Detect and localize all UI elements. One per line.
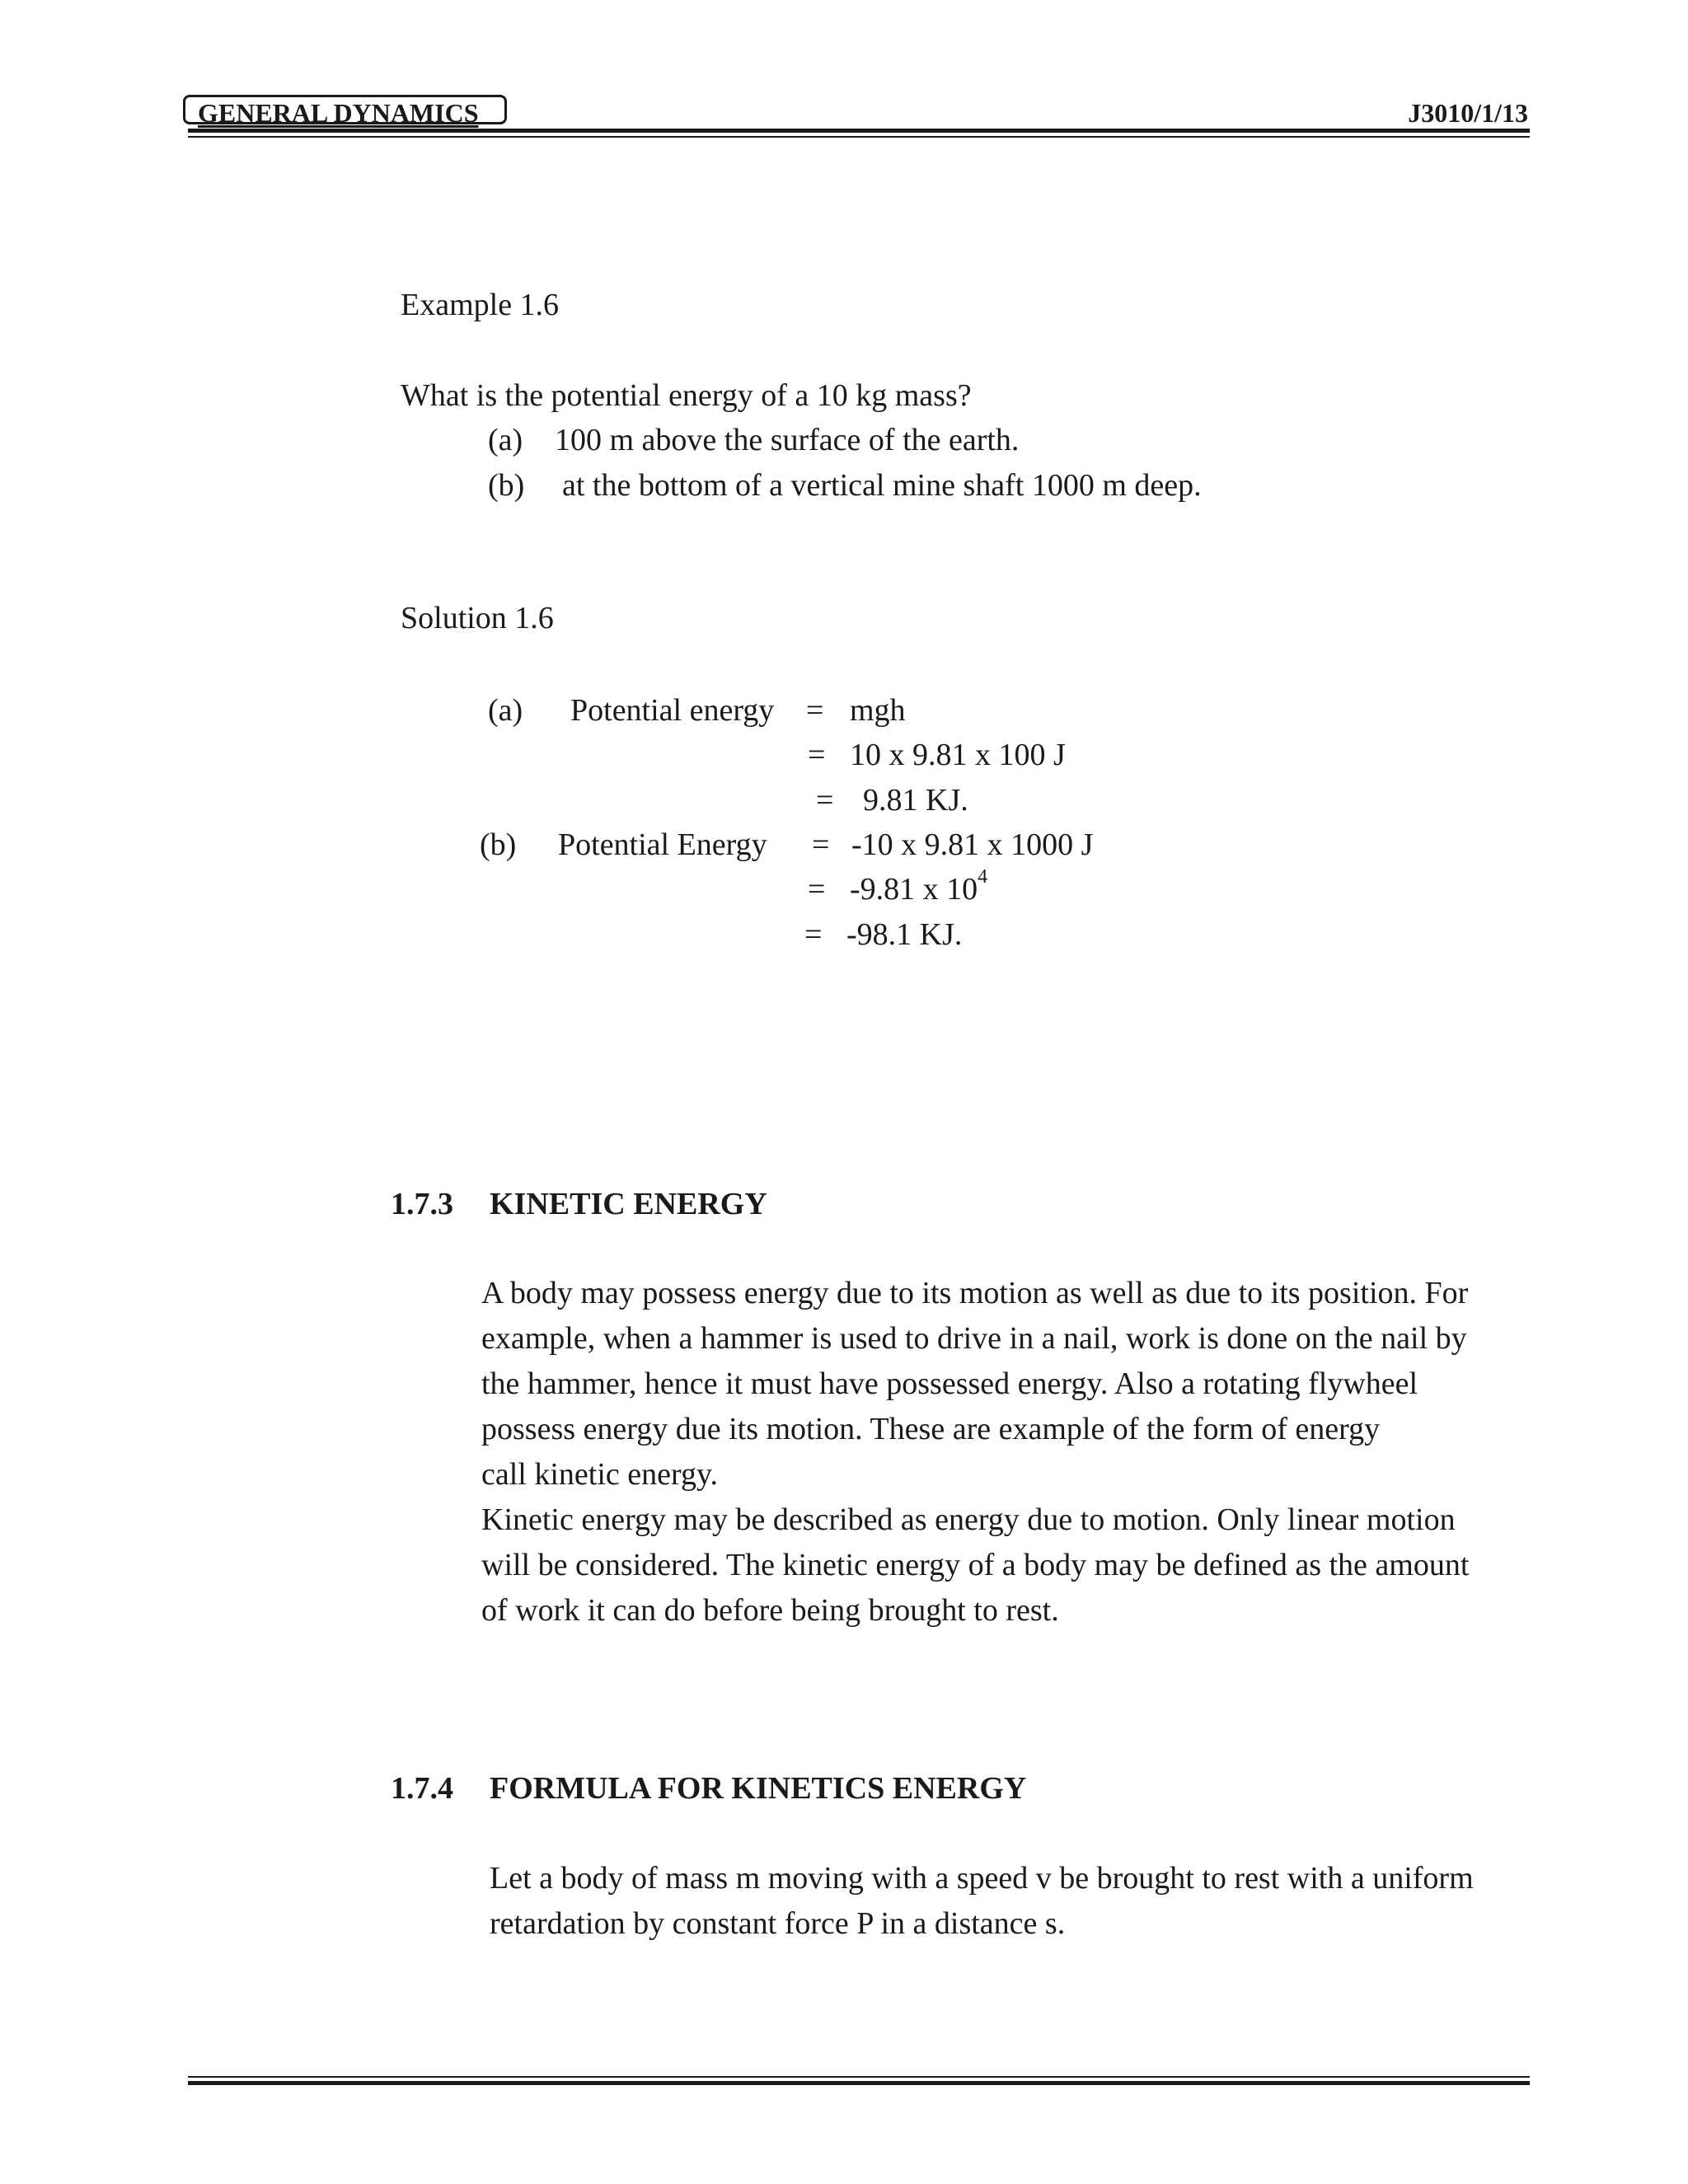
solution-b-equals-3: = <box>804 917 823 952</box>
footer-rule-thin <box>188 2076 1530 2078</box>
section-173-title: KINETIC ENERGY <box>490 1187 767 1221</box>
section-173-line: call kinetic energy. <box>481 1457 718 1492</box>
solution-b-exponent: 4 <box>978 866 988 888</box>
section-173-line: will be considered. The kinetic energy of a body may be defined as the amount <box>481 1548 1470 1582</box>
solution-a-equals-3: = <box>816 783 834 818</box>
solution-b-equals-1: = <box>812 827 830 862</box>
solution-a-equals-2: = <box>808 738 826 772</box>
example-part-b-text: at the bottom of a vertical mine shaft 1000 m deep. <box>562 468 1202 503</box>
section-173-line: example, when a hammer is used to drive in a nail, work is done on the nail by <box>481 1321 1467 1356</box>
example-part-a-text: 100 m above the surface of the earth. <box>555 423 1020 457</box>
solution-a-line-1: mgh <box>850 693 906 728</box>
solution-a-term: Potential energy <box>570 693 775 728</box>
example-part-b-label: (b) <box>488 468 525 503</box>
example-question: What is the potential energy of a 10 kg mass? <box>401 378 972 413</box>
solution-b-label: (b) <box>480 827 517 862</box>
section-174-line: Let a body of mass m moving with a speed v be brought to rest with a uniform <box>490 1861 1474 1896</box>
header-rule-thin <box>188 136 1530 138</box>
section-173-line: the hammer, hence it must have possessed energy. Also a rotating flywheel <box>481 1366 1418 1401</box>
section-174-body <box>490 1856 1474 1947</box>
solution-b-line-3: -98.1 KJ. <box>846 917 963 952</box>
example-part-a-label: (a) <box>488 423 523 457</box>
solution-heading: Solution 1.6 <box>401 601 554 635</box>
section-173-line: Kinetic energy may be described as energy due to motion. Only linear motion <box>481 1502 1456 1537</box>
footer-rule-thick <box>188 2081 1530 2085</box>
solution-b-line-1: -10 x 9.81 x 1000 J <box>851 827 1094 862</box>
section-174-line: retardation by constant force P in a distance s. <box>490 1906 1066 1941</box>
solution-b-equals-2: = <box>808 872 826 907</box>
solution-a-line-3: 9.81 KJ. <box>863 783 968 818</box>
solution-a-label: (a) <box>488 693 523 728</box>
section-173-line: of work it can do before being brought to rest. <box>481 1593 1059 1628</box>
solution-a-line-2: 10 x 9.81 x 100 J <box>850 738 1066 772</box>
solution-a-equals-1: = <box>806 693 824 728</box>
solution-b-line-2 <box>850 866 988 909</box>
section-174-title: FORMULA FOR KINETICS ENERGY <box>490 1771 1027 1806</box>
running-header-title: GENERAL DYNAMICS <box>198 98 479 128</box>
solution-b-term: Potential Energy <box>558 827 767 862</box>
section-173-line: A body may possess energy due to its motion as well as due to its position. For <box>481 1276 1469 1310</box>
section-173-number: 1.7.3 <box>391 1187 453 1221</box>
page-code: J3010/1/13 <box>1408 98 1528 128</box>
section-174-number: 1.7.4 <box>391 1771 453 1806</box>
header-rule-thick <box>188 129 1530 133</box>
section-173-line: possess energy due its motion. These are example of the form of energy <box>481 1412 1381 1446</box>
example-heading: Example 1.6 <box>401 288 560 322</box>
solution-b-line-2-base: -9.81 x 10 <box>850 872 978 907</box>
section-173-body <box>481 1271 1469 1633</box>
